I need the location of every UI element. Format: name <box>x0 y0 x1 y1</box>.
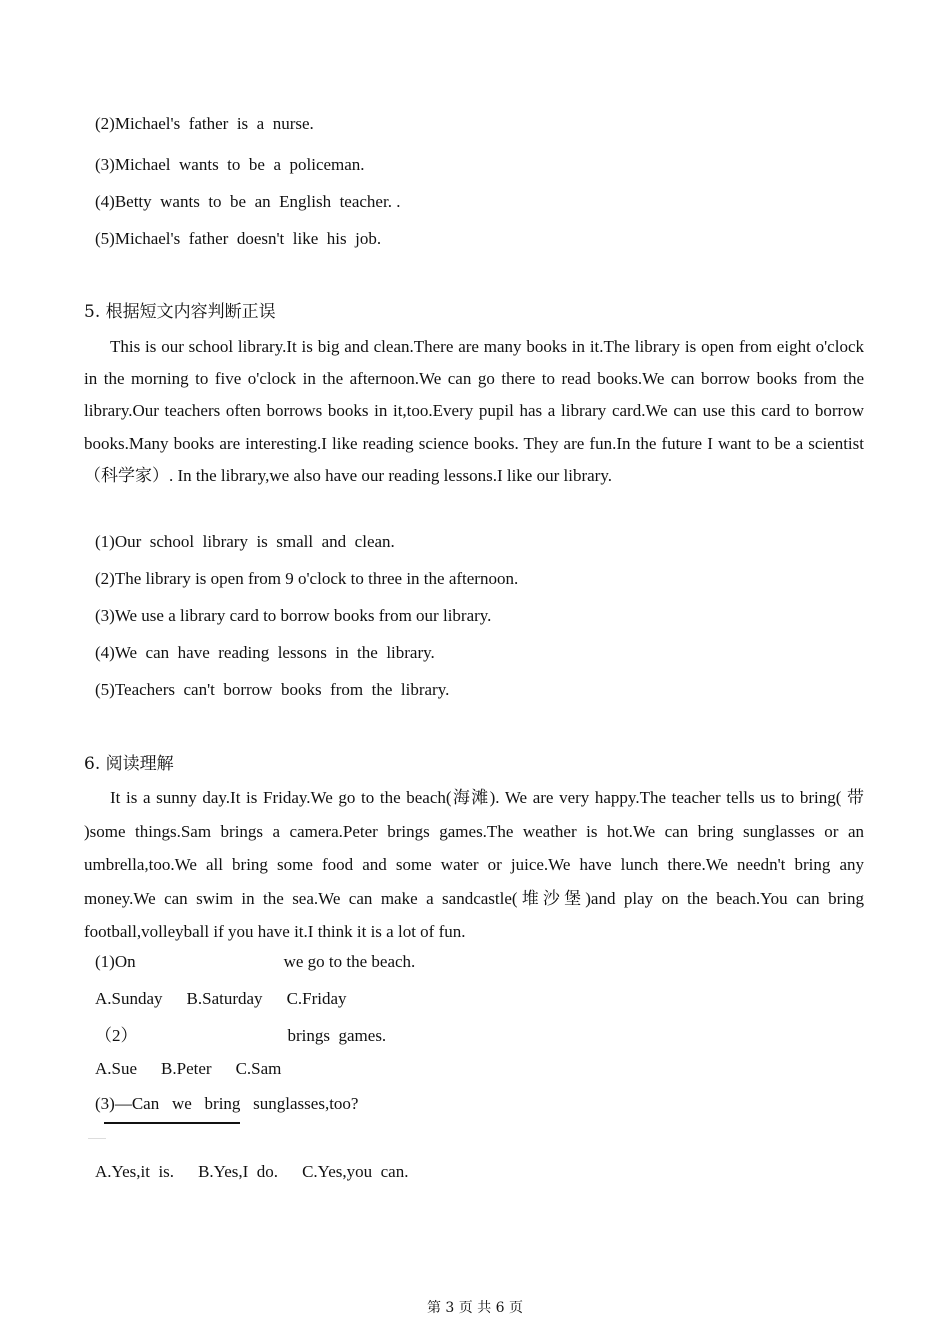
section6-passage-text: It is a sunny day.It is Friday.We go to the beach(海滩). We are very happy.The teacher tells us to bring( 带 )some things.Sam brings a camera.Peter brings games.The weather is hot.We can bring sunglasses or an umbrella,too.We all bring some food and some water or juice.We have lunch there.We needn't bring any money.We can swim in the sea.We can make a sandcastle(堆沙堡)and play on the beach.You can bring football,volleyball if you have it.I think it is a lot of fun. <box>84 788 864 941</box>
s4-item-4: (4)Betty wants to be an English teacher. . <box>95 192 401 211</box>
s4-item-2: (2)Michael's father is a nurse. <box>95 114 314 133</box>
q3-stem: (3)—Can we bring sunglasses,too? <box>95 1094 359 1113</box>
s4-item-3: (3)Michael wants to be a policeman. <box>95 155 365 174</box>
q1-stem <box>95 952 415 972</box>
s5-item-2: (2)The library is open from 9 o'clock to three in the afternoon. <box>95 569 519 588</box>
section6-passage <box>84 781 864 949</box>
section5-heading: 5. 根据短文内容判断正误 <box>84 302 276 322</box>
q3-option-b: B.Yes,I do. <box>198 1162 279 1181</box>
q2-stem <box>95 1021 386 1046</box>
section5-passage <box>84 331 864 492</box>
q2-post: brings games. <box>287 1026 387 1045</box>
q3-option-a: A.Yes,it is. <box>95 1162 175 1181</box>
section5-passage-text: This is our school library.It is big and clean.There are many books in it.The library is open from eight o'clock in the morning to five o'clock in the afternoon.We can go there to read books.We can borrow books from the library.Our teachers often borrows books in it,too.Every pupil has a library card.We can use this card to borrow books.Many books are interesting.I like reading science books. They are fun.In the future I want to be a scientist（科学家）. In the library,we also have our reading lessons.I like our library. <box>84 337 864 485</box>
q1-option-c: C.Friday <box>286 989 347 1008</box>
q1-post: we go to the beach. <box>283 952 416 971</box>
s5-item-3: (3)We use a library card to borrow books from our library. <box>95 606 492 625</box>
section6-heading: 6. 阅读理解 <box>84 754 174 774</box>
q1-options <box>95 989 347 1009</box>
page-footer: 第 3 页 共 6 页 <box>426 1300 524 1316</box>
s4-item-5: (5)Michael's father doesn't like his job. <box>95 229 382 248</box>
s5-item-5: (5)Teachers can't borrow books from the library. <box>95 680 450 699</box>
s5-item-4: (4)We can have reading lessons in the library. <box>95 643 435 662</box>
q3-option-c: C.Yes,you can. <box>302 1162 409 1181</box>
q2-blank <box>138 1026 288 1046</box>
q2-option-a: A.Sue <box>95 1059 138 1078</box>
q2-option-c: C.Sam <box>235 1059 282 1078</box>
q2-options <box>95 1059 281 1079</box>
q2-pre: （2） <box>95 1026 138 1045</box>
faint-divider <box>88 1138 106 1139</box>
q1-blank <box>136 952 284 972</box>
q2-option-b: B.Peter <box>161 1059 212 1078</box>
q3-options <box>95 1162 408 1182</box>
answer-underline <box>104 1122 240 1124</box>
s5-item-1: (1)Our school library is small and clean. <box>95 532 395 551</box>
q1-option-b: B.Saturday <box>186 989 263 1008</box>
q1-pre: (1)On <box>95 952 136 971</box>
q1-option-a: A.Sunday <box>95 989 163 1008</box>
